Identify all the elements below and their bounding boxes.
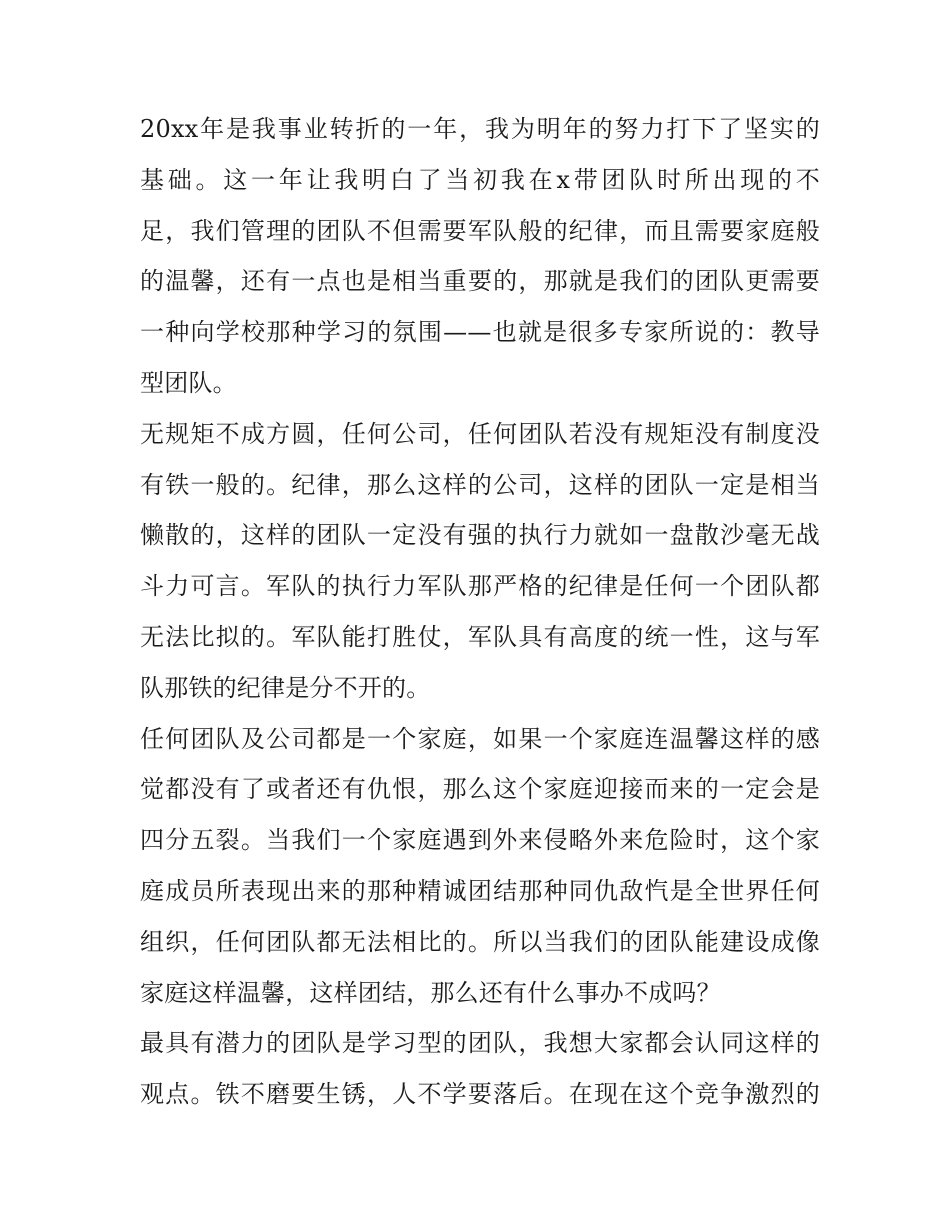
text-line: 队那铁的纪律是分不开的。: [140, 673, 431, 702]
text-line: 足，我们管理的团队不但需要军队般的纪律，而且需要家庭般: [140, 216, 820, 245]
paragraph: [140, 714, 820, 1019]
text-line: 任何团队及公司都是一个家庭，如果一个家庭连温馨这样的感: [140, 724, 820, 753]
paragraph: [140, 1018, 820, 1120]
paragraph: [140, 104, 820, 409]
text-line: 有铁一般的。纪律，那么这样的公司，这样的团队一定是相当: [140, 470, 820, 499]
text-line: 斗力可言。军队的执行力军队那严格的纪律是任何一个团队都: [140, 572, 820, 601]
text-line: 20xx年是我事业转折的一年，我为明年的努力打下了坚实的: [140, 115, 820, 143]
text-line: 懒散的，这样的团队一定没有强的执行力就如一盘散沙毫无战: [140, 521, 820, 550]
text-line: 的温馨，还有一点也是相当重要的，那就是我们的团队更需要: [140, 267, 820, 296]
text-line: 一种向学校那种学习的氛围——也就是很多专家所说的：教导: [140, 318, 820, 347]
text-line: 觉都没有了或者还有仇恨，那么这个家庭迎接而来的一定会是: [140, 775, 820, 804]
text-line: 基础。这一年让我明白了当初我在x带团队时所出现的不: [140, 165, 820, 194]
text-line: 无规矩不成方圆，任何公司，任何团队若没有规矩没有制度没: [140, 419, 820, 448]
paragraph: [140, 409, 820, 714]
text-line: 型团队。: [140, 368, 237, 397]
text-line: 最具有潜力的团队是学习型的团队，我想大家都会认同这样的: [140, 1029, 820, 1058]
text-line: 观点。铁不磨要生锈，人不学要落后。在现在这个竞争激烈的: [140, 1080, 820, 1109]
text-line: 庭成员所表现出来的那种精诚团结那种同仇敌忾是全世界任何: [140, 876, 820, 905]
document-body: [140, 104, 820, 1120]
text-line: 家庭这样温馨，这样团结，那么还有什么事办不成吗？: [140, 978, 721, 1007]
text-line: 组织，任何团队都无法相比的。所以当我们的团队能建设成像: [140, 927, 820, 956]
text-line: 无法比拟的。军队能打胜仗，军队具有高度的统一性，这与军: [140, 622, 820, 651]
text-line: 四分五裂。当我们一个家庭遇到外来侵略外来危险时，这个家: [140, 826, 820, 855]
